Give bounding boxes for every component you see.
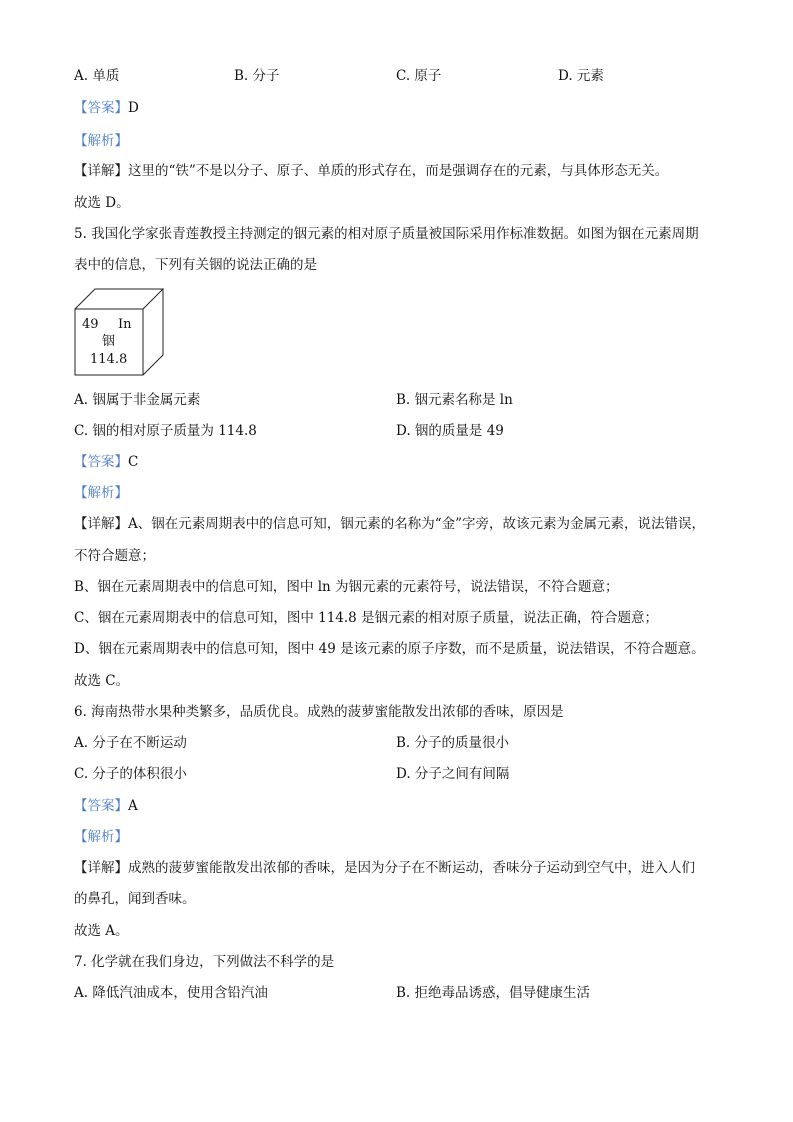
- q5-option-c: C. 铟的相对原子质量为 114.8: [74, 423, 257, 439]
- q6-option-c: C. 分子的体积很小: [74, 766, 187, 782]
- q5-detail-a-line1: [74, 515, 705, 533]
- q6-stem: 6. 海南热带水果种类繁多，品质优良。成熟的菠萝蜜能散发出浓郁的香味，原因是: [74, 704, 564, 720]
- detail-tag: 【详解】: [74, 516, 128, 532]
- q6-conclusion: 故选 A。: [74, 923, 129, 939]
- element-name: 铟: [102, 334, 116, 349]
- analysis-tag: 【解析】: [74, 829, 128, 845]
- q4-detail: [74, 162, 668, 180]
- q6-analysis: [74, 828, 128, 846]
- q4-option-b: B. 分子: [234, 68, 280, 84]
- q7-option-b: B. 拒绝毒品诱惑，倡导健康生活: [396, 985, 591, 1001]
- q4-answer: [74, 99, 139, 117]
- analysis-tag: 【解析】: [74, 485, 128, 501]
- detail-tag: 【详解】: [74, 860, 128, 876]
- q5-option-b: B. 铟元素名称是 ln: [396, 392, 513, 408]
- element-mass: 114.8: [90, 352, 128, 367]
- q4-option-d: D. 元素: [558, 68, 604, 84]
- q4-conclusion: 故选 D。: [74, 195, 130, 211]
- q6-answer: [74, 797, 138, 815]
- q5-detail-b: B、铟在元素周期表中的信息可知，图中 ln 为铟元素的元素符号，说法错误，不符合题意；: [74, 579, 619, 595]
- element-symbol: In: [118, 317, 132, 332]
- detail-text: 成熟的菠萝蜜能散发出浓郁的香味，是因为分子在不断运动，香味分子运动到空气中，进入人们: [128, 860, 695, 876]
- answer-value: C: [128, 454, 139, 470]
- q4-option-c: C. 原子: [396, 68, 442, 84]
- detail-text: A、铟在元素周期表中的信息可知，铟元素的名称为“金”字旁，故该元素为金属元素，说法错误，: [128, 516, 706, 532]
- answer-tag: 【答案】: [74, 798, 128, 814]
- answer-tag: 【答案】: [74, 454, 128, 470]
- analysis-tag: 【解析】: [74, 133, 128, 149]
- q6-option-d: D. 分子之间有间隔: [396, 766, 510, 782]
- q6-detail-line2: 的鼻孔，闻到香味。: [74, 891, 196, 907]
- q5-stem-line1: 5. 我国化学家张青莲教授主持测定的铟元素的相对原子质量被国际采用作标准数据。如图为铟在元素周期: [74, 226, 699, 242]
- answer-value: D: [128, 100, 139, 116]
- element-cube-figure: [74, 288, 164, 376]
- q5-analysis: [74, 484, 128, 502]
- q7-option-a: A. 降低汽油成本，使用含铅汽油: [74, 985, 268, 1001]
- detail-tag: 【详解】: [74, 163, 128, 179]
- q5-conclusion: 故选 C。: [74, 673, 130, 689]
- detail-text: 这里的“铁”不是以分子、原子、单质的形式存在，而是强调存在的元素，与具体形态无关。: [128, 163, 669, 179]
- element-atomic-number: 49: [82, 317, 99, 332]
- q6-detail-line1: [74, 859, 695, 877]
- q5-detail-c: C、铟在元素周期表中的信息可知，图中 114.8 是铟元素的相对原子质量，说法正确，符合题意；: [74, 610, 659, 626]
- q5-option-a: A. 铟属于非金属元素: [74, 392, 201, 408]
- q4-analysis: [74, 132, 128, 150]
- q6-option-a: A. 分子在不断运动: [74, 735, 187, 751]
- q5-answer: [74, 453, 138, 471]
- q5-stem-line2: 表中的信息，下列有关铟的说法正确的是: [74, 257, 317, 273]
- q4-option-a: A. 单质: [74, 68, 120, 84]
- answer-value: A: [128, 798, 138, 814]
- answer-tag: 【答案】: [74, 100, 128, 116]
- q5-option-d: D. 铟的质量是 49: [396, 423, 504, 439]
- q5-detail-a-line2: 不符合题意；: [74, 548, 155, 564]
- q5-detail-d: D、铟在元素周期表中的信息可知，图中 49 是该元素的原子序数，而不是质量，说法错误，不符合题意。: [74, 641, 705, 657]
- q7-stem: 7. 化学就在我们身边，下列做法不科学的是: [74, 954, 335, 970]
- q6-option-b: B. 分子的质量很小: [396, 735, 510, 751]
